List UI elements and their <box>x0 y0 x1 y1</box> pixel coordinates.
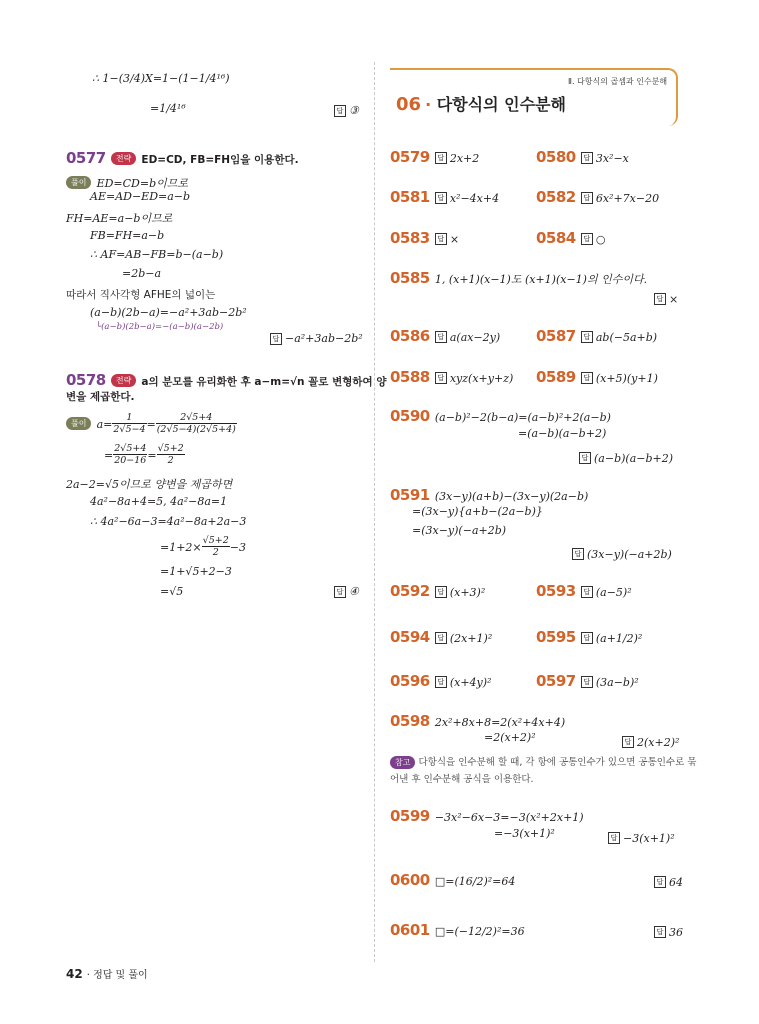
problem-0595: 0595 답 (a+1/2)² <box>536 628 643 646</box>
solution-line: =1+√5+2−3 <box>160 565 232 578</box>
answer-icon: 답 <box>572 548 584 560</box>
answer-icon: 답 <box>435 632 447 644</box>
top-equation-1: ∴ 1−(3/4)X=1−(1−1/4¹⁶) <box>92 72 230 85</box>
problem-0581: 0581 답 x²−4x+4 <box>390 188 500 206</box>
section-number: 06 <box>396 94 422 115</box>
top-equation-2: =1/4¹⁶ <box>150 102 186 115</box>
answer-icon: 답 <box>581 586 593 598</box>
problem-0585: 0585 1, (x+1)(x−1)도 (x+1)(x−1)의 인수이다. <box>390 269 648 287</box>
answer-icon: 답 <box>608 832 620 844</box>
answer-icon: 답 <box>581 372 593 384</box>
problem-0577-header <box>66 148 299 167</box>
problem-0580: 0580 답 3x²−x <box>536 148 629 166</box>
solution-line: =2(x+2)² <box>484 731 536 744</box>
solution-line: =2b−a <box>122 267 162 280</box>
side-note: └(a−b)(2b−a)=−(a−b)(a−2b) <box>96 322 224 332</box>
answer-icon: 답 <box>435 586 447 598</box>
answer-icon: 답 <box>622 736 634 748</box>
strategy-text: 변을 제곱한다. <box>66 391 135 403</box>
answer-row: 답 −3(x+1)² <box>608 827 675 846</box>
answer-icon: 답 <box>334 586 346 598</box>
problem-0584: 0584 답 ○ <box>536 229 606 247</box>
footer-label: 정답 및 풀이 <box>93 970 148 981</box>
answer-row: 답 (a−b)(a−b+2) <box>579 447 673 466</box>
problem-0596: 0596 답 (x+4y)² <box>390 672 492 690</box>
problem-0601: 0601 □=(−12/2)²=36 <box>390 921 525 939</box>
problem-0597: 0597 답 (3a−b)² <box>536 672 639 690</box>
answer-icon: 답 <box>435 676 447 688</box>
answer-icon: 답 <box>334 105 346 117</box>
solution-line: =(3x−y){a+b−(2a−b)} <box>412 505 543 518</box>
answer-icon: 답 <box>581 632 593 644</box>
answer-row: 답 ③ <box>334 104 359 117</box>
answer-icon: 답 <box>435 192 447 204</box>
solution-line: =−3(x+1)² <box>494 827 555 840</box>
solution-line: 4a²−8a+4=5, 4a²−8a=1 <box>90 495 228 508</box>
solution-line: =1+2× $\frac{√5+2}{2}$ −3 <box>160 535 246 558</box>
solution-line: = $\frac{2√5+4}{20-16}$ = $\frac{√5+2}{2}$ <box>104 443 184 466</box>
answer-row: 답 64 <box>654 871 683 890</box>
section-title: 06 · 다항식의 인수분해 <box>396 94 566 115</box>
solution-line: ∴ 4a²−6a−3=4a²−8a+2a−3 <box>90 515 247 528</box>
answer-row: 답 × <box>654 288 678 307</box>
solution-line: =(a−b)(a−b+2) <box>518 427 607 440</box>
answer-icon: 답 <box>435 152 447 164</box>
problem-0590: 0590 (a−b)²−2(b−a)=(a−b)²+2(a−b) <box>390 407 611 425</box>
page-footer: 42 · 정답 및 풀이 <box>66 967 148 981</box>
solution-line: 2a−2=√5이므로 양변을 제곱하면 <box>66 478 233 491</box>
answer-icon: 답 <box>581 233 593 245</box>
problem-0587: 0587 답 ab(−5a+b) <box>536 327 658 345</box>
solution-tag: 풀이 <box>66 176 91 189</box>
strategy-tag: 전략 <box>111 152 136 165</box>
solution-line: AE=AD−ED=a−b <box>90 190 191 203</box>
answer-icon: 답 <box>581 676 593 688</box>
problem-0582: 0582 답 6x²+7x−20 <box>536 188 660 206</box>
problem-0598: 0598 2x²+8x+8=2(x²+4x+4) <box>390 712 566 730</box>
answer-icon: 답 <box>579 452 591 464</box>
problem-0578-header <box>66 370 386 389</box>
problem-number: 0577 <box>66 149 106 167</box>
answer-row: 답 ④ <box>334 585 359 598</box>
solution-line: (a−b)(2b−a)=−a²+3ab−2b² <box>90 306 247 319</box>
solution-line: FB=FH=a−b <box>90 229 165 242</box>
strategy-text: ED=CD, FB=FH임을 이용한다. <box>141 154 299 166</box>
answer-row: 답 36 <box>654 921 683 940</box>
problem-0583: 0583 답 × <box>390 229 460 247</box>
answer-icon: 답 <box>435 331 447 343</box>
answer-icon: 답 <box>581 192 593 204</box>
solution-line: =√5 <box>160 585 184 598</box>
answer-icon: 답 <box>654 926 666 938</box>
solution-line: 풀이 a= $\frac{1}{2√5-4}$ = $\frac{2√5+4}{(2√5-4)(2√5+4)}$ <box>66 412 237 435</box>
solution-line: =(3x−y)(−a+2b) <box>412 524 507 537</box>
problem-0593: 0593 답 (a−5)² <box>536 582 632 600</box>
solution-line: 따라서 직사각형 AFHE의 넓이는 <box>66 289 216 301</box>
note-tag: 참고 <box>390 756 415 769</box>
answer-icon: 답 <box>654 876 666 888</box>
problem-0591: 0591 (3x−y)(a+b)−(3x−y)(2a−b) <box>390 486 589 504</box>
problem-0579: 0579 답 2x+2 <box>390 148 480 166</box>
answer-row: 답 (3x−y)(−a+2b) <box>572 543 672 562</box>
problem-0589: 0589 답 (x+5)(y+1) <box>536 368 658 386</box>
problem-0594: 0594 답 (2x+1)² <box>390 628 493 646</box>
answer-icon: 답 <box>581 152 593 164</box>
answer-icon: 답 <box>581 331 593 343</box>
solution-line: FH=AE=a−b이므로 <box>66 212 173 225</box>
problem-0599: 0599 −3x²−6x−3=−3(x²+2x+1) <box>390 807 584 825</box>
answer-icon: 답 <box>270 333 282 345</box>
solution-line: 풀이 ED=CD=b이므로 <box>66 172 188 191</box>
answer-icon: 답 <box>654 293 666 305</box>
problem-number: 0578 <box>66 371 106 389</box>
problem-0586: 0586 답 a(ax−2y) <box>390 327 501 345</box>
chapter-label: Ⅱ. 다항식의 곱셈과 인수분해 <box>568 77 668 86</box>
answer-icon: 답 <box>435 372 447 384</box>
answer-icon: 답 <box>435 233 447 245</box>
problem-0600: 0600 □=(16/2)²=64 <box>390 871 516 889</box>
answer-row: 답 −a²+3ab−2b² <box>270 332 363 345</box>
answer-row: 답 2(x+2)² <box>622 731 679 750</box>
problem-0592: 0592 답 (x+3)² <box>390 582 486 600</box>
strategy-tag: 전략 <box>111 374 136 387</box>
note-line: 어낸 후 인수분해 공식을 이용한다. <box>390 774 534 785</box>
problem-0588: 0588 답 xyz(x+y+z) <box>390 368 514 386</box>
strategy-text: a의 분모를 유리화한 후 a−m=√n 꼴로 변형하여 양 <box>141 376 387 388</box>
page-number: 42 <box>66 967 83 981</box>
solution-tag: 풀이 <box>66 417 91 430</box>
solution-line: ∴ AF=AB−FB=b−(a−b) <box>90 248 224 261</box>
column-divider <box>374 62 375 962</box>
note-line: 참고 다항식을 인수분해 할 때, 각 항에 공통인수가 있으면 공통인수로 묶 <box>390 754 696 769</box>
